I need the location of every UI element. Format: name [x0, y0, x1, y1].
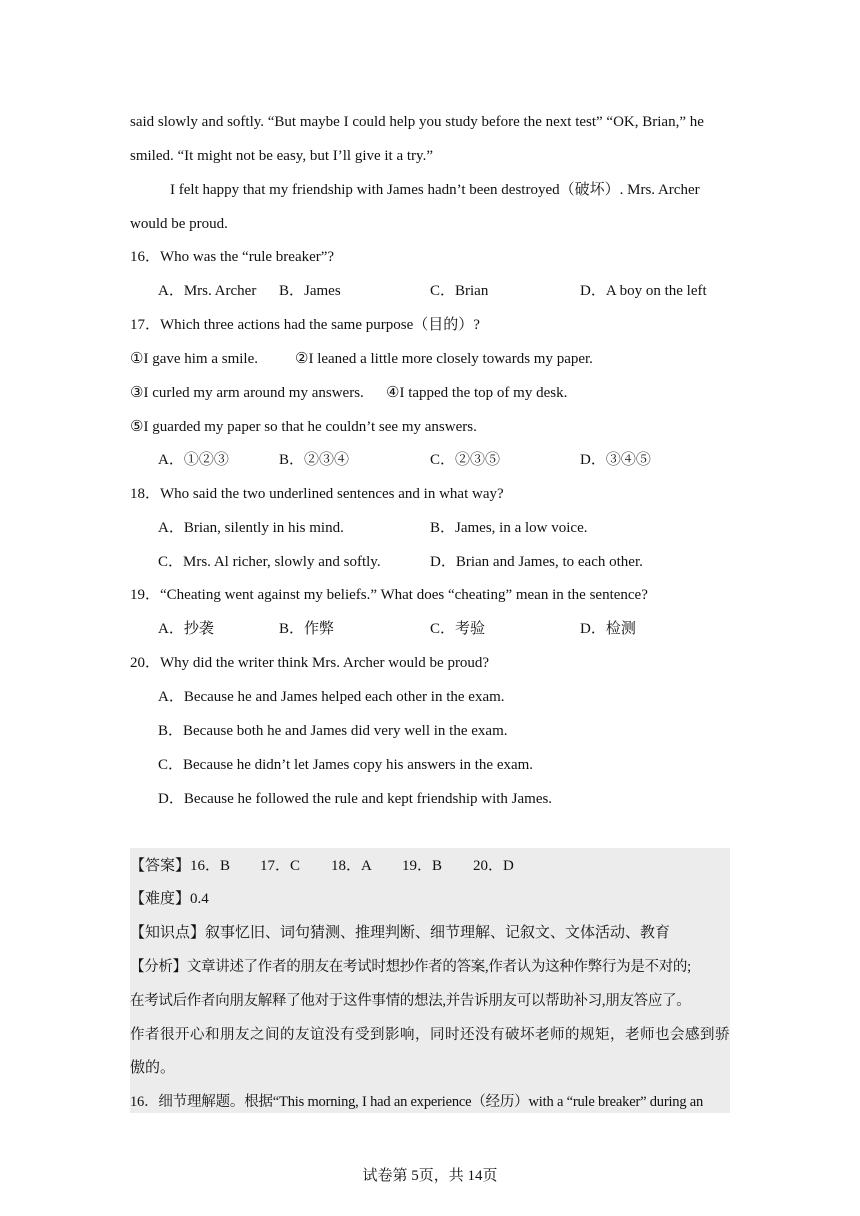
passage-line-1: [130, 112, 732, 132]
option-b[interactable]: B．James, in a low voice.: [430, 520, 588, 536]
detail-explanation: 16．细节理解题。根据“This morning, I had an experience（经历）with a “rule breaker” during an: [130, 1094, 704, 1110]
passage-line-4: would be proud.: [130, 216, 228, 232]
statement-4: ④I tapped the top of my desk.: [386, 385, 568, 401]
answer-19: 19．B: [402, 858, 443, 874]
answer-16: 16．B: [190, 858, 231, 874]
answer-18: 18．A: [331, 858, 372, 874]
answer-20: 20．D: [473, 858, 514, 874]
statement-5: ⑤I guarded my paper so that he couldn’t see my answers.: [130, 419, 477, 435]
knowledge-points: 叙事忆旧、词句猜测、推理判断、细节理解、记叙文、文体活动、教育: [205, 925, 671, 941]
knowledge-row: [130, 923, 670, 943]
analysis-text: 文章讲述了作者的朋友在考试时想抄作者的答案,作者认为这种作弊行为是不对的;: [186, 959, 691, 975]
passage-line-3: I felt happy that my friendship with James hadn’t been destroyed（破坏）. Mrs. Archer: [170, 182, 700, 198]
statement-3: ③I curled my arm around my answers.: [130, 385, 364, 401]
option-d[interactable]: D．检测: [580, 621, 636, 637]
option-d[interactable]: D．Brian and James, to each other.: [430, 554, 643, 570]
question-stem: 16．Who was the “rule breaker”?: [130, 249, 335, 265]
analysis-line-2: 在考试后作者向朋友解释了他对于这件事情的想法,并告诉朋友可以帮助补习,朋友答应了。: [130, 993, 691, 1009]
analysis-label: 【分析】: [130, 959, 187, 975]
analysis-line-4: 傲的。: [130, 1060, 176, 1076]
page-footer: 试卷第 5页，共 14页: [362, 1168, 498, 1184]
option-d[interactable]: D．A boy on the left: [580, 283, 707, 299]
option-d[interactable]: D．Because he followed the rule and kept friendship with James.: [158, 791, 553, 807]
question-stem: 20．Why did the writer think Mrs. Archer would be proud?: [130, 655, 490, 671]
passage-text: said slowly and softly. “But maybe I could help you study before the next test” “OK, Brian,” he: [130, 114, 704, 130]
option-b[interactable]: B．Because both he and James did very well in the exam.: [158, 723, 508, 739]
analysis-line-3: 作者很开心和朋友之间的友谊没有受到影响，同时还没有破坏老师的规矩，老师也会感到骄: [130, 1027, 730, 1043]
statement-2: ②I leaned a little more closely towards my paper.: [295, 351, 593, 367]
question-stem: 19．“Cheating went against my beliefs.” What does “cheating” mean in the sentence?: [130, 587, 648, 603]
option-d[interactable]: D．③④⑤: [580, 452, 651, 468]
option-a[interactable]: A．①②③: [158, 452, 229, 468]
knowledge-label: 【知识点】: [130, 925, 206, 941]
option-a[interactable]: A．抄袭: [158, 621, 214, 637]
option-c[interactable]: C．Because he didn’t let James copy his answers in the exam.: [158, 757, 534, 773]
option-c[interactable]: C．②③⑤: [430, 452, 501, 468]
option-a[interactable]: A．Because he and James helped each other in the exam.: [158, 689, 505, 705]
option-b[interactable]: B．②③④: [279, 452, 350, 468]
option-b[interactable]: B．James: [279, 283, 341, 299]
option-b[interactable]: B．作弊: [279, 621, 335, 637]
option-c[interactable]: C．Mrs. Al richer, slowly and softly.: [158, 554, 381, 570]
difficulty-label: 【难度】: [130, 891, 191, 907]
option-c[interactable]: C．考验: [430, 621, 486, 637]
question-stem: 18．Who said the two underlined sentences and in what way?: [130, 486, 504, 502]
answers-row: [130, 856, 190, 876]
answer-section: [130, 848, 730, 1113]
difficulty-value: 0.4: [190, 891, 209, 907]
statement-1: ①I gave him a smile.: [130, 351, 258, 367]
difficulty-row: [130, 889, 209, 909]
option-c[interactable]: C．Brian: [430, 283, 489, 299]
answer-17: 17．C: [260, 858, 301, 874]
analysis-row: [130, 957, 730, 977]
passage-line-2: smiled. “It might not be easy, but I’ll give it a try.”: [130, 148, 433, 164]
option-a[interactable]: A．Brian, silently in his mind.: [158, 520, 344, 536]
option-a[interactable]: A．Mrs. Archer: [158, 283, 257, 299]
answers-label: 【答案】: [130, 858, 191, 874]
question-stem: 17．Which three actions had the same purpose（目的）?: [130, 317, 480, 333]
